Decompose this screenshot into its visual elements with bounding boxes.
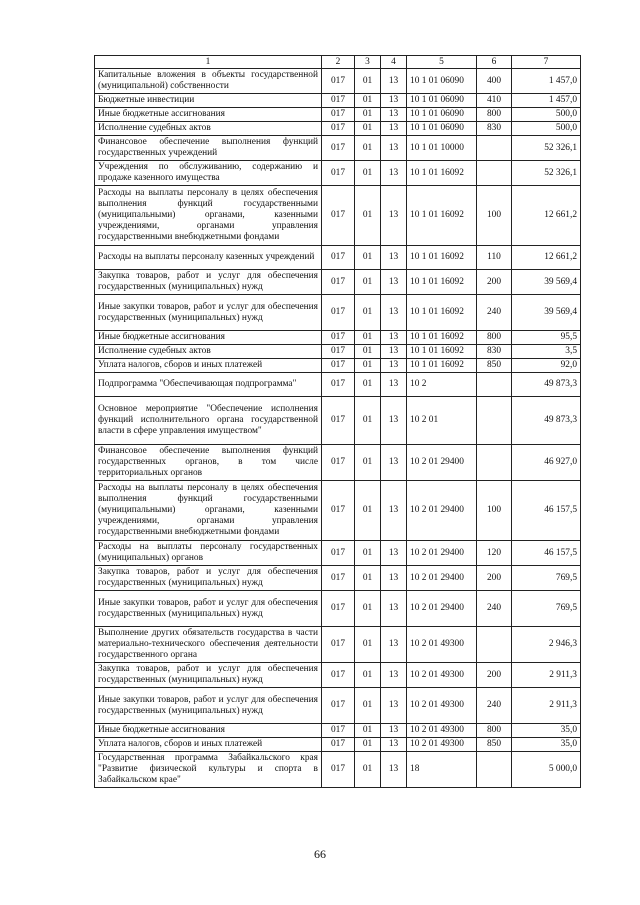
cell-description: Бюджетные инвестиции [95,94,322,108]
cell-subsection: 13 [381,136,407,161]
cell-description: Иные закупки товаров, работ и услуг для обеспечения государственных (муниципальных) нужд [95,591,322,627]
cell-admin-code: 017 [322,161,355,186]
table-row [95,161,581,186]
cell-target-article: 10 2 01 29400 [407,541,477,566]
cell-description: Закупка товаров, работ и услуг для обеспечения государственных (муниципальных) нужд [95,270,322,295]
cell-expense-type: 410 [477,94,512,108]
cell-expense-type: 240 [477,591,512,627]
table-row [95,663,581,688]
cell-subsection: 13 [381,270,407,295]
cell-description: Учреждения по обслуживанию, содержанию и продаже казенного имущества [95,161,322,186]
cell-section: 01 [355,94,381,108]
cell-section: 01 [355,186,381,246]
cell-expense-type: 830 [477,345,512,359]
cell-admin-code: 017 [322,738,355,752]
cell-description: Иные бюджетные ассигнования [95,724,322,738]
cell-description: Исполнение судебных актов [95,122,322,136]
cell-amount: 35,0 [512,724,581,738]
table-row [95,295,581,331]
cell-expense-type: 800 [477,724,512,738]
cell-admin-code: 017 [322,270,355,295]
cell-admin-code: 017 [322,591,355,627]
cell-expense-type: 200 [477,270,512,295]
cell-target-article: 10 1 01 16092 [407,295,477,331]
cell-expense-type [477,445,512,481]
cell-expense-type: 850 [477,359,512,373]
cell-admin-code: 017 [322,724,355,738]
cell-amount: 46 927,0 [512,445,581,481]
cell-target-article: 10 2 01 49300 [407,738,477,752]
cell-target-article: 10 2 01 49300 [407,724,477,738]
cell-admin-code: 017 [322,359,355,373]
cell-section: 01 [355,445,381,481]
cell-section: 01 [355,345,381,359]
cell-subsection: 13 [381,69,407,94]
table-row [95,246,581,270]
cell-description: Расходы на выплаты персоналу в целях обеспечения выполнения функций государственными (муниципальными) органами, казенными учреждениями, органами управления государственными внебюджетными фондами [95,186,322,246]
cell-section: 01 [355,69,381,94]
cell-expense-type: 240 [477,688,512,724]
cell-admin-code: 017 [322,627,355,663]
cell-target-article: 10 1 01 06090 [407,122,477,136]
cell-admin-code: 017 [322,94,355,108]
cell-section: 01 [355,481,381,541]
cell-admin-code: 017 [322,397,355,445]
cell-amount: 95,5 [512,331,581,345]
cell-admin-code: 017 [322,69,355,94]
cell-target-article: 10 2 01 29400 [407,445,477,481]
cell-description: Закупка товаров, работ и услуг для обеспечения государственных (муниципальных) нужд [95,566,322,591]
column-header: 6 [477,56,512,69]
cell-expense-type [477,752,512,788]
cell-subsection: 13 [381,246,407,270]
cell-amount: 1 457,0 [512,69,581,94]
cell-expense-type: 850 [477,738,512,752]
cell-expense-type: 800 [477,108,512,122]
cell-description: Иные бюджетные ассигнования [95,108,322,122]
cell-target-article: 10 1 01 16092 [407,186,477,246]
cell-amount: 46 157,5 [512,541,581,566]
cell-section: 01 [355,724,381,738]
cell-target-article: 10 2 01 [407,397,477,445]
cell-description: Закупка товаров, работ и услуг для обеспечения государственных (муниципальных) нужд [95,663,322,688]
cell-expense-type: 120 [477,541,512,566]
cell-admin-code: 017 [322,663,355,688]
cell-description: Финансовое обеспечение выполнения функций государственных органов, в том числе территориальных органов [95,445,322,481]
cell-description: Расходы на выплаты персоналу в целях обеспечения выполнения функций государственными (муниципальными) органами, казенными учреждениями, органами управления государственными внебюджетными фондами [95,481,322,541]
cell-amount: 500,0 [512,108,581,122]
cell-expense-type [477,373,512,397]
cell-subsection: 13 [381,331,407,345]
cell-description: Иные закупки товаров, работ и услуг для обеспечения государственных (муниципальных) нужд [95,295,322,331]
cell-admin-code: 017 [322,345,355,359]
cell-description: Исполнение судебных актов [95,345,322,359]
cell-section: 01 [355,738,381,752]
cell-expense-type: 240 [477,295,512,331]
cell-amount: 769,5 [512,591,581,627]
cell-amount: 12 661,2 [512,186,581,246]
cell-subsection: 13 [381,724,407,738]
cell-amount: 52 326,1 [512,161,581,186]
cell-target-article: 10 2 [407,373,477,397]
cell-amount: 2 911,3 [512,688,581,724]
cell-description: Основное мероприятие "Обеспечение исполнения функций исполнительного органа государственной власти в сфере управления имуществом" [95,397,322,445]
cell-expense-type: 400 [477,69,512,94]
table-row [95,738,581,752]
column-header: 4 [381,56,407,69]
table-row [95,270,581,295]
cell-subsection: 13 [381,541,407,566]
cell-expense-type: 200 [477,566,512,591]
cell-subsection: 13 [381,445,407,481]
cell-amount: 500,0 [512,122,581,136]
cell-amount: 12 661,2 [512,246,581,270]
cell-subsection: 13 [381,688,407,724]
cell-admin-code: 017 [322,246,355,270]
cell-section: 01 [355,397,381,445]
cell-subsection: 13 [381,738,407,752]
column-header: 3 [355,56,381,69]
table-row [95,541,581,566]
cell-section: 01 [355,373,381,397]
cell-expense-type: 110 [477,246,512,270]
cell-description: Уплата налогов, сборов и иных платежей [95,359,322,373]
cell-section: 01 [355,688,381,724]
cell-subsection: 13 [381,752,407,788]
cell-amount: 49 873,3 [512,397,581,445]
cell-expense-type: 830 [477,122,512,136]
table-row [95,445,581,481]
cell-expense-type: 100 [477,481,512,541]
cell-amount: 52 326,1 [512,136,581,161]
cell-target-article: 10 1 01 16092 [407,161,477,186]
column-header: 2 [322,56,355,69]
page-number: 66 [314,847,326,861]
cell-section: 01 [355,122,381,136]
table-row [95,345,581,359]
column-header: 1 [95,56,322,69]
cell-amount: 1 457,0 [512,94,581,108]
cell-admin-code: 017 [322,445,355,481]
cell-section: 01 [355,108,381,122]
table-row [95,688,581,724]
cell-section: 01 [355,161,381,186]
cell-section: 01 [355,627,381,663]
cell-description: Государственная программа Забайкальского края "Развитие физической культуры и спорта в Забайкальском крае" [95,752,322,788]
cell-admin-code: 017 [322,186,355,246]
cell-subsection: 13 [381,295,407,331]
cell-amount: 3,5 [512,345,581,359]
cell-subsection: 13 [381,566,407,591]
cell-subsection: 13 [381,122,407,136]
cell-section: 01 [355,663,381,688]
cell-target-article: 10 2 01 29400 [407,566,477,591]
cell-amount: 39 569,4 [512,295,581,331]
table-row [95,136,581,161]
cell-target-article: 10 1 01 16092 [407,359,477,373]
cell-admin-code: 017 [322,481,355,541]
cell-subsection: 13 [381,186,407,246]
cell-target-article: 10 2 01 49300 [407,663,477,688]
cell-expense-type [477,136,512,161]
cell-admin-code: 017 [322,122,355,136]
table-header-row [95,56,581,69]
cell-description: Расходы на выплаты персоналу казенных учреждений [95,246,322,270]
cell-target-article: 10 1 01 16092 [407,270,477,295]
cell-subsection: 13 [381,397,407,445]
cell-description: Финансовое обеспечение выполнения функций государственных учреждений [95,136,322,161]
column-header: 7 [512,56,581,69]
cell-description: Иные закупки товаров, работ и услуг для обеспечения государственных (муниципальных) нужд [95,688,322,724]
cell-subsection: 13 [381,161,407,186]
cell-section: 01 [355,270,381,295]
cell-section: 01 [355,359,381,373]
cell-expense-type: 200 [477,663,512,688]
cell-amount: 35,0 [512,738,581,752]
cell-target-article: 10 1 01 10000 [407,136,477,161]
table-row [95,752,581,788]
cell-amount: 46 157,5 [512,481,581,541]
cell-section: 01 [355,136,381,161]
cell-expense-type [477,627,512,663]
cell-description: Расходы на выплаты персоналу государственных (муниципальных) органов [95,541,322,566]
column-header: 5 [407,56,477,69]
table-row [95,186,581,246]
cell-admin-code: 017 [322,373,355,397]
cell-admin-code: 017 [322,295,355,331]
cell-target-article: 10 2 01 49300 [407,627,477,663]
table-row [95,627,581,663]
cell-subsection: 13 [381,359,407,373]
cell-description: Уплата налогов, сборов и иных платежей [95,738,322,752]
cell-target-article: 18 [407,752,477,788]
table-row [95,481,581,541]
budget-table [94,55,581,788]
cell-subsection: 13 [381,663,407,688]
cell-expense-type [477,397,512,445]
cell-amount: 49 873,3 [512,373,581,397]
table-row [95,108,581,122]
cell-amount: 2 911,3 [512,663,581,688]
cell-amount: 769,5 [512,566,581,591]
cell-target-article: 10 1 01 06090 [407,108,477,122]
table-row [95,373,581,397]
cell-amount: 39 569,4 [512,270,581,295]
cell-target-article: 10 1 01 16092 [407,331,477,345]
cell-admin-code: 017 [322,688,355,724]
cell-admin-code: 017 [322,566,355,591]
cell-target-article: 10 2 01 29400 [407,591,477,627]
cell-target-article: 10 2 01 49300 [407,688,477,724]
cell-admin-code: 017 [322,752,355,788]
cell-description: Капитальные вложения в объекты государственной (муниципальной) собственности [95,69,322,94]
cell-section: 01 [355,541,381,566]
cell-subsection: 13 [381,373,407,397]
table-row [95,122,581,136]
table-row [95,331,581,345]
cell-admin-code: 017 [322,136,355,161]
cell-target-article: 10 2 01 29400 [407,481,477,541]
cell-amount: 92,0 [512,359,581,373]
cell-section: 01 [355,246,381,270]
table-row [95,69,581,94]
cell-expense-type [477,161,512,186]
cell-description: Подпрограмма "Обеспечивающая подпрограмма" [95,373,322,397]
cell-subsection: 13 [381,108,407,122]
table-row [95,566,581,591]
cell-subsection: 13 [381,591,407,627]
table-row [95,359,581,373]
cell-expense-type: 100 [477,186,512,246]
cell-admin-code: 017 [322,541,355,566]
table-row [95,94,581,108]
table-row [95,397,581,445]
cell-target-article: 10 1 01 06090 [407,69,477,94]
cell-subsection: 13 [381,345,407,359]
cell-section: 01 [355,295,381,331]
cell-subsection: 13 [381,481,407,541]
cell-admin-code: 017 [322,108,355,122]
table-row [95,724,581,738]
cell-target-article: 10 1 01 16092 [407,246,477,270]
cell-section: 01 [355,566,381,591]
cell-target-article: 10 1 01 16092 [407,345,477,359]
cell-admin-code: 017 [322,331,355,345]
cell-description: Выполнение других обязательств государства в части материально-технического обеспечения деятельности государственного органа [95,627,322,663]
table-body [95,69,581,788]
cell-expense-type: 800 [477,331,512,345]
cell-description: Иные бюджетные ассигнования [95,331,322,345]
cell-amount: 5 000,0 [512,752,581,788]
cell-section: 01 [355,591,381,627]
cell-subsection: 13 [381,627,407,663]
cell-section: 01 [355,752,381,788]
cell-section: 01 [355,331,381,345]
cell-subsection: 13 [381,94,407,108]
cell-amount: 2 946,3 [512,627,581,663]
cell-target-article: 10 1 01 06090 [407,94,477,108]
table-row [95,591,581,627]
